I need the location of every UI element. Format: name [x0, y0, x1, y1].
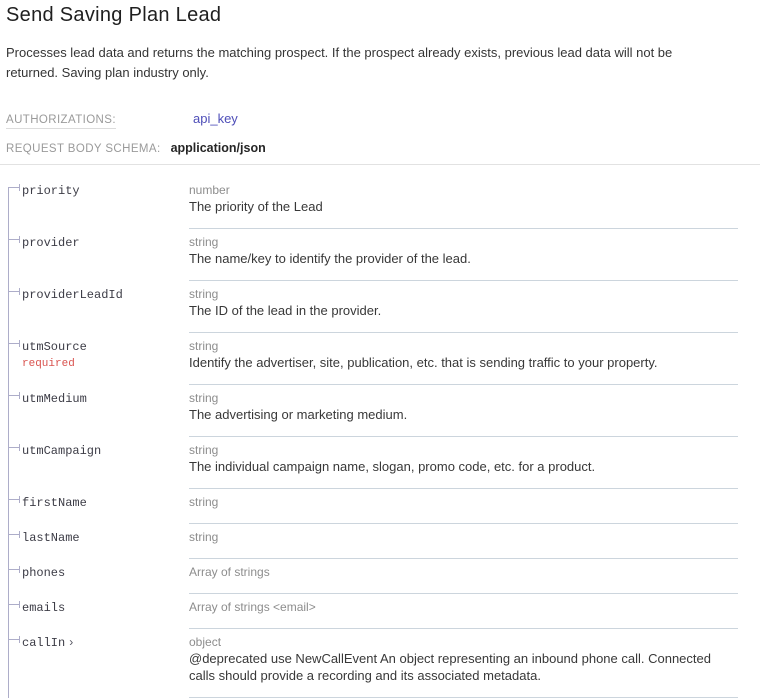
- field-type: string: [189, 391, 219, 405]
- field-name: utmMedium: [22, 392, 87, 406]
- field-type: string: [189, 443, 219, 457]
- field-row-utmCampaign: [0, 437, 760, 489]
- field-name: providerLeadId: [22, 288, 123, 302]
- field-row-priority: [0, 177, 760, 229]
- field-name: phones: [22, 566, 66, 580]
- field-type: string: [189, 287, 219, 301]
- expandable-field-callIn[interactable]: [0, 629, 189, 698]
- field-row-lastName: [0, 524, 760, 559]
- field-description: @deprecated use NewCallEvent An object representing an inbound phone call. Connected calls should provide a recording and its associated metadata.: [189, 651, 711, 683]
- field-row-emails: [0, 594, 760, 629]
- field-type: number: [189, 183, 230, 197]
- field-description: The priority of the Lead: [189, 199, 323, 214]
- field-type: object: [189, 635, 222, 649]
- field-type: string: [189, 530, 219, 544]
- field-row-callIn: [0, 629, 760, 698]
- field-description: Identify the advertiser, site, publication, etc. that is sending traffic to your property.: [189, 355, 658, 370]
- request-body-schema-label: REQUEST BODY SCHEMA:: [6, 143, 161, 155]
- field-type: string: [189, 495, 219, 509]
- field-description: The ID of the lead in the provider.: [189, 303, 382, 318]
- authorizations-label: AUTHORIZATIONS:: [6, 114, 193, 129]
- authorizations-row: [6, 111, 760, 129]
- content-type-value: application/json: [170, 141, 266, 155]
- request-body-schema-row: [6, 141, 760, 155]
- api-key-link[interactable]: api_key: [193, 111, 238, 126]
- field-name: emails: [22, 601, 66, 615]
- field-name: lastName: [22, 531, 80, 545]
- page-title: Send Saving Plan Lead: [6, 4, 222, 26]
- field-description: The name/key to identify the provider of the lead.: [189, 251, 471, 266]
- field-name: utmCampaign: [22, 444, 102, 458]
- field-type: Array of strings <email>: [189, 600, 316, 614]
- field-name[interactable]: callIn: [22, 636, 66, 650]
- field-description: The advertising or marketing medium.: [189, 407, 408, 422]
- field-row-provider: [0, 229, 760, 281]
- field-row-utmSource: [0, 333, 760, 385]
- required-badge: required: [22, 358, 75, 370]
- field-name: utmSource: [22, 340, 87, 354]
- expand-chevron-icon[interactable]: ›: [69, 635, 74, 649]
- field-row-phones: [0, 559, 760, 594]
- field-row-firstName: [0, 489, 760, 524]
- endpoint-description: Processes lead data and returns the matching prospect. If the prospect already exists, previous lead data will not be returned. Saving plan industry only.: [6, 45, 673, 80]
- field-description: The individual campaign name, slogan, promo code, etc. for a product.: [189, 459, 596, 474]
- schema-fields-table: [0, 177, 760, 698]
- field-row-providerLeadId: [0, 281, 760, 333]
- field-name: firstName: [22, 496, 87, 510]
- field-type: Array of strings: [189, 565, 270, 579]
- section-divider: [0, 164, 760, 165]
- field-type: string: [189, 235, 219, 249]
- field-type: string: [189, 339, 219, 353]
- field-name: priority: [22, 184, 80, 198]
- field-name: provider: [22, 236, 80, 250]
- field-row-utmMedium: [0, 385, 760, 437]
